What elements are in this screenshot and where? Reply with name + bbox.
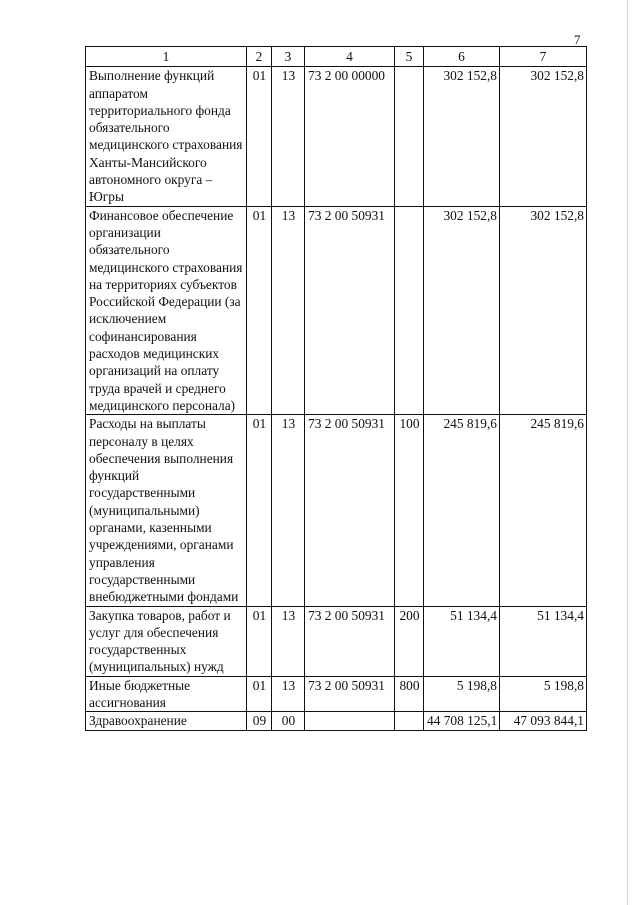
section-code: 01 xyxy=(247,415,272,606)
target-article-code: 73 2 00 50931 xyxy=(305,415,395,606)
expense-type-code xyxy=(395,67,424,206)
column-header: 2 xyxy=(247,47,272,67)
page-number: 7 xyxy=(574,32,581,47)
scan-edge-line xyxy=(627,0,628,905)
amount-col6: 245 819,6 xyxy=(424,415,500,606)
column-number-row xyxy=(86,47,587,67)
item-name: Здравоохранение xyxy=(86,712,247,730)
item-name: Финансовое обеспечение организации обязательного медицинского страхования на территориях субъектов Российской Федерации (за исключением софинансирования расходов медицинских организаций на оплату труда врачей и среднего медицинского персонала) xyxy=(86,206,247,415)
table-row xyxy=(86,206,587,415)
subsection-code: 13 xyxy=(272,206,305,415)
table-row xyxy=(86,606,587,676)
column-header: 6 xyxy=(424,47,500,67)
expense-type-code xyxy=(395,712,424,730)
amount-col7: 51 134,4 xyxy=(500,606,587,676)
table-row xyxy=(86,67,587,206)
target-article-code: 73 2 00 50931 xyxy=(305,606,395,676)
expense-type-code: 800 xyxy=(395,676,424,712)
table-row xyxy=(86,676,587,712)
amount-col7: 302 152,8 xyxy=(500,67,587,206)
section-code: 01 xyxy=(247,67,272,206)
amount-col7: 47 093 844,1 xyxy=(500,712,587,730)
amount-col7: 302 152,8 xyxy=(500,206,587,415)
amount-col6: 302 152,8 xyxy=(424,67,500,206)
amount-col6: 44 708 125,1 xyxy=(424,712,500,730)
table-row xyxy=(86,712,587,730)
subsection-code: 13 xyxy=(272,606,305,676)
target-article-code: 73 2 00 00000 xyxy=(305,67,395,206)
amount-col6: 5 198,8 xyxy=(424,676,500,712)
column-header: 5 xyxy=(395,47,424,67)
section-code: 09 xyxy=(247,712,272,730)
subsection-code: 00 xyxy=(272,712,305,730)
amount-col6: 302 152,8 xyxy=(424,206,500,415)
amount-col7: 5 198,8 xyxy=(500,676,587,712)
item-name: Выполнение функций аппаратом территориального фонда обязательного медицинского страхования Ханты-Мансийского автономного округа – Югры xyxy=(86,67,247,206)
expense-type-code: 100 xyxy=(395,415,424,606)
item-name: Закупка товаров, работ и услуг для обеспечения государственных (муниципальных) нужд xyxy=(86,606,247,676)
column-header: 4 xyxy=(305,47,395,67)
subsection-code: 13 xyxy=(272,67,305,206)
expense-type-code xyxy=(395,206,424,415)
item-name: Расходы на выплаты персоналу в целях обеспечения выполнения функций государственными (муниципальными) органами, казенными учреждениями, органами управления государственными внебюджетными фондами xyxy=(86,415,247,606)
subsection-code: 13 xyxy=(272,676,305,712)
amount-col6: 51 134,4 xyxy=(424,606,500,676)
subsection-code: 13 xyxy=(272,415,305,606)
expense-type-code: 200 xyxy=(395,606,424,676)
section-code: 01 xyxy=(247,676,272,712)
table-row xyxy=(86,415,587,606)
section-code: 01 xyxy=(247,606,272,676)
column-header: 7 xyxy=(500,47,587,67)
amount-col7: 245 819,6 xyxy=(500,415,587,606)
budget-table xyxy=(85,46,587,731)
target-article-code xyxy=(305,712,395,730)
target-article-code: 73 2 00 50931 xyxy=(305,676,395,712)
section-code: 01 xyxy=(247,206,272,415)
target-article-code: 73 2 00 50931 xyxy=(305,206,395,415)
item-name: Иные бюджетные ассигнования xyxy=(86,676,247,712)
column-header: 3 xyxy=(272,47,305,67)
column-header: 1 xyxy=(86,47,247,67)
